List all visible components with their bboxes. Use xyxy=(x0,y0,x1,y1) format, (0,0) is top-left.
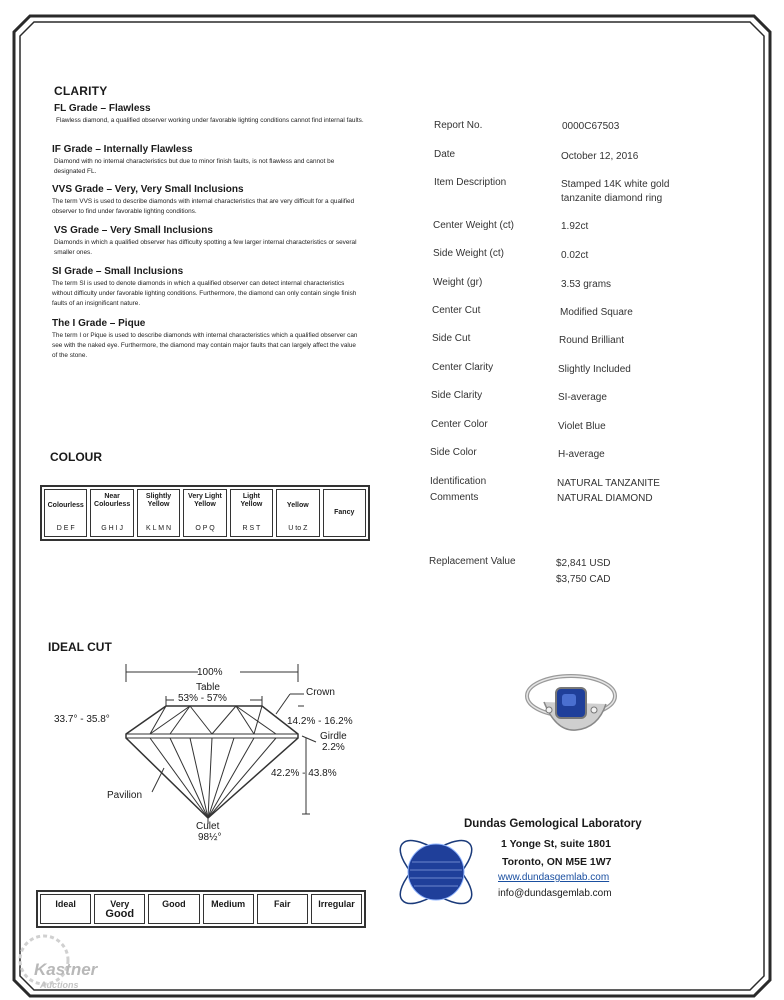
cut-grade-cell xyxy=(94,894,145,924)
lab-name: Dundas Gemological Laboratory xyxy=(464,818,642,830)
ring-photo xyxy=(516,662,626,746)
side-weight-value: 0.02ct xyxy=(561,250,589,261)
grade-heading: FL Grade – Flawless xyxy=(54,103,151,114)
grade-vvs xyxy=(52,184,362,217)
side-cut-label: Side Cut xyxy=(432,333,471,344)
colour-scale-table xyxy=(40,485,370,541)
crown-label: Crown xyxy=(306,687,335,698)
colour-cell xyxy=(44,489,87,537)
grade-vs xyxy=(54,225,364,258)
grade-heading: VS Grade – Very Small Inclusions xyxy=(54,225,213,236)
colour-cell xyxy=(323,489,366,537)
center-clarity-value: Slightly Included xyxy=(558,364,631,375)
colour-cell xyxy=(90,489,133,537)
side-clarity-label: Side Clarity xyxy=(431,390,483,401)
colour-title: COLOUR xyxy=(50,450,102,464)
side-color-value: H-average xyxy=(558,449,605,460)
cut-grade-cell xyxy=(203,894,254,924)
table-pct-label: 53% - 57% xyxy=(178,693,227,704)
cut-grade-cell xyxy=(148,894,199,924)
grade-heading: IF Grade – Internally Flawless xyxy=(52,144,193,155)
colour-cell-name: Very Light Yellow xyxy=(188,493,222,508)
colour-cell-name: Yellow xyxy=(286,502,309,509)
lab-website-link[interactable]: www.dundasgemlab.com xyxy=(498,872,610,883)
grade-text: The term I or Pique is used to describe diamonds with internal characteristics which a qualified observer can see with the naked eye. Furthermore, the diamond may contain major faults that can largely affect the value of the stone. xyxy=(52,332,358,359)
side-weight-label: Side Weight (ct) xyxy=(433,248,504,259)
crown-pct-label: 14.2% - 16.2% xyxy=(287,716,353,727)
side-color-label: Side Color xyxy=(430,447,477,458)
colour-cell xyxy=(230,489,273,537)
crown-angle-label: 33.7° - 35.8° xyxy=(54,714,110,725)
center-color-value: Violet Blue xyxy=(558,421,606,432)
colour-cell xyxy=(276,489,319,537)
colour-cell-grades: R S T xyxy=(242,525,261,532)
colour-cell-grades: K L M N xyxy=(146,525,172,532)
girdle-pct-label: 2.2% xyxy=(322,742,345,753)
watermark-line1: Kastner xyxy=(34,960,98,979)
lab-address-line1: 1 Yonge St, suite 1801 xyxy=(501,838,611,850)
watermark-line2: Auctions xyxy=(40,980,79,990)
comments-label: Comments xyxy=(430,492,479,503)
cut-grade-label: Medium xyxy=(211,899,246,909)
item-description-label: Item Description xyxy=(434,177,507,188)
grade-heading: The I Grade – Pique xyxy=(52,318,146,329)
replacement-cad: $3,750 CAD xyxy=(556,574,611,585)
cut-grade-label: Very xyxy=(110,899,130,909)
center-clarity-label: Center Clarity xyxy=(432,362,494,373)
center-cut-value: Modified Square xyxy=(560,307,633,318)
comments-value: NATURAL DIAMOND xyxy=(557,493,653,504)
ideal-cut-title: IDEAL CUT xyxy=(48,640,112,654)
grade-text: The term SI is used to denote diamonds in which a qualified observer can detect internal characteristics without difficulty under favorable lighting conditions. Furthermore, the diamond can only contain single finish faults of an insignificant nature. xyxy=(52,280,357,307)
colour-cell-grades: O P Q xyxy=(195,525,215,532)
weight-label: Weight (gr) xyxy=(433,277,483,288)
cut-grade-mark: Good xyxy=(105,908,135,920)
culet-value: 98½° xyxy=(198,832,222,843)
grade-text: Diamond with no internal characteristics but due to minor finish faults, is not flawless and cannot be designated FL. xyxy=(54,158,335,175)
culet-label: Culet xyxy=(196,821,220,832)
pavilion-pct-label: 42.2% - 43.8% xyxy=(271,768,337,779)
cut-grade-label: Good xyxy=(162,899,186,909)
identification-label: Identification xyxy=(430,476,487,487)
center-weight-value: 1.92ct xyxy=(561,221,589,232)
grade-text: Flawless diamond, a qualified observer working under favorable lighting conditions cannot find internal faults. xyxy=(56,117,364,124)
pavilion-label: Pavilion xyxy=(107,790,143,801)
item-description-line1: Stamped 14K white gold xyxy=(561,179,670,190)
side-clarity-value: SI-average xyxy=(558,392,607,403)
colour-cell-name: Slightly Yellow xyxy=(145,493,172,508)
identification-value: NATURAL TANZANITE xyxy=(557,478,660,489)
weight-value: 3.53 grams xyxy=(561,279,612,290)
colour-cell-name: Colourless xyxy=(47,502,84,509)
item-description-line2: tanzanite diamond ring xyxy=(561,193,663,204)
cut-grade-label: Ideal xyxy=(55,899,76,909)
date-value: October 12, 2016 xyxy=(561,151,639,162)
grade-text: Diamonds in which a qualified observer has difficulty spotting a few larger internal characteristics or several smaller ones. xyxy=(54,239,357,256)
cut-grade-label: Irregular xyxy=(318,899,355,909)
center-cut-label: Center Cut xyxy=(432,305,481,316)
colour-cell-grades: U to Z xyxy=(288,525,308,532)
clarity-title: CLARITY xyxy=(54,84,108,98)
width-pct-label: 100% xyxy=(197,667,223,678)
lab-address-line2: Toronto, ON M5E 1W7 xyxy=(502,856,612,868)
girdle-label: Girdle xyxy=(320,731,347,742)
colour-cell xyxy=(183,489,226,537)
grade-fl xyxy=(54,103,364,126)
report-no-value: 0000C67503 xyxy=(562,121,620,132)
colour-cell-name: Fancy xyxy=(334,509,355,516)
grade-if xyxy=(52,144,362,177)
side-cut-value: Round Brilliant xyxy=(559,335,625,346)
colour-cell-grades: D E F xyxy=(56,525,75,532)
lab-email: info@dundasgemlab.com xyxy=(498,888,612,899)
cut-grade-cell xyxy=(40,894,91,924)
lab-seal-logo xyxy=(386,820,486,920)
grade-text: The term VVS is used to describe diamonds with internal characteristics that are very difficult for a qualified observer to find under favorable lighting conditions. xyxy=(52,198,355,215)
cut-grade-cell xyxy=(257,894,308,924)
grade-si xyxy=(52,266,364,309)
cut-grade-table xyxy=(36,890,366,928)
table-label: Table xyxy=(196,682,220,693)
colour-cell xyxy=(137,489,180,537)
report-no-label: Report No. xyxy=(434,120,483,131)
colour-cell-name: Light Yellow xyxy=(240,493,263,508)
colour-cell-grades: G H I J xyxy=(101,525,124,532)
center-color-label: Center Color xyxy=(431,419,488,430)
colour-cell-name: Near Colourless xyxy=(94,493,131,508)
replacement-usd: $2,841 USD xyxy=(556,558,611,569)
cut-grade-label: Fair xyxy=(274,899,291,909)
grade-i xyxy=(52,318,362,361)
center-weight-label: Center Weight (ct) xyxy=(433,220,514,231)
grade-heading: VVS Grade – Very, Very Small Inclusions xyxy=(52,184,244,195)
date-label: Date xyxy=(434,149,456,160)
grade-heading: SI Grade – Small Inclusions xyxy=(52,266,184,277)
replacement-value-label: Replacement Value xyxy=(429,556,516,567)
cut-grade-cell xyxy=(311,894,362,924)
